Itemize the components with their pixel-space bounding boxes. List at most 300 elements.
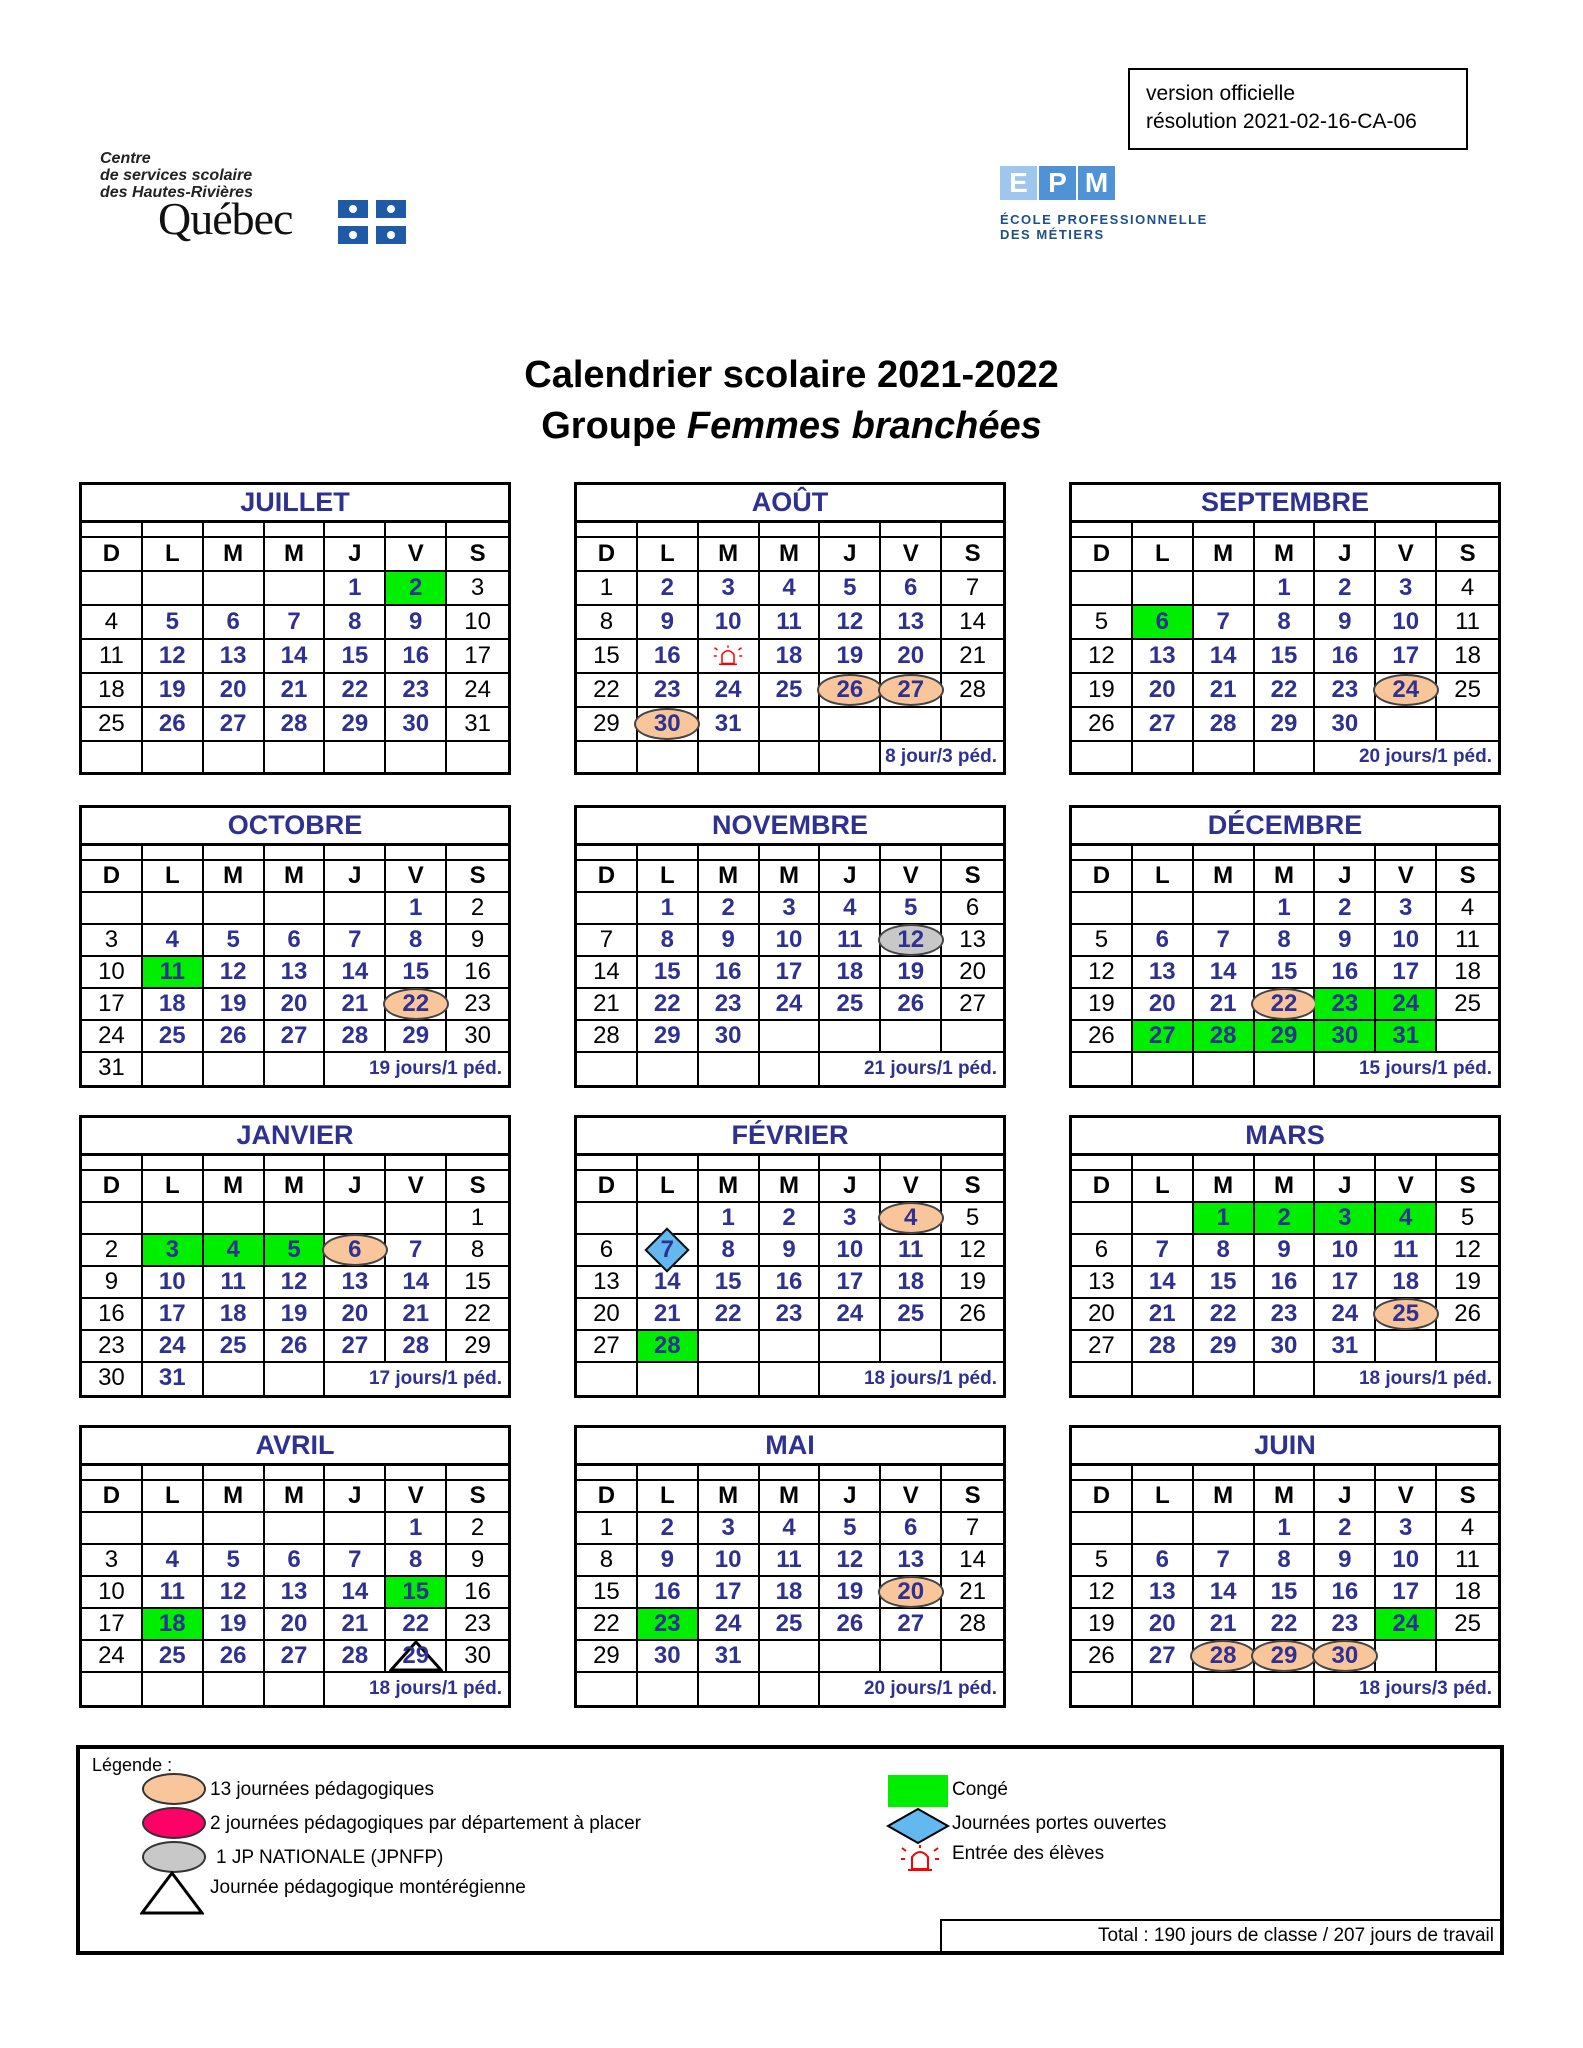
calendar-day: [1315, 1545, 1376, 1577]
calendar-day: [265, 640, 326, 674]
calendar-day: [265, 674, 326, 708]
day-number: 16: [714, 958, 742, 985]
month-summary: 17 jours/1 péd.: [365, 1363, 502, 1395]
calendar-day: [1194, 640, 1255, 674]
calendar-day: [1437, 1267, 1498, 1299]
calendar-day: [82, 674, 143, 708]
month-days: [1072, 861, 1498, 1085]
day-number: 10: [464, 608, 491, 635]
day-number: 23: [1331, 676, 1359, 703]
calendar-day: [447, 708, 508, 742]
day-number: 7: [599, 926, 614, 953]
day-number: 27: [280, 1022, 308, 1049]
calendar-day: [1376, 1299, 1437, 1331]
calendar-day: [577, 1609, 638, 1641]
csshr-line-3: des Hautes-Rivières: [100, 184, 253, 201]
day-header: J: [1315, 1481, 1376, 1513]
day-number: 9: [1277, 1236, 1291, 1263]
day-number: 9: [782, 1236, 796, 1263]
day-number: 10: [158, 1268, 186, 1295]
day-number: 22: [1270, 1610, 1298, 1637]
day-header: M: [760, 1481, 821, 1513]
calendar-day: [1072, 1641, 1133, 1673]
month-days: [577, 1481, 1003, 1705]
calendar-day: [699, 893, 760, 925]
day-number: 23: [775, 1300, 803, 1327]
csshr-line-1: Centre: [100, 150, 151, 167]
calendar-day: [1194, 674, 1255, 708]
day-number: 30: [653, 1642, 681, 1669]
month-novembre: [574, 805, 1006, 1088]
calendar-day: [447, 674, 508, 708]
day-header: V: [1376, 1171, 1437, 1203]
day-number: 4: [904, 1204, 918, 1231]
day-number: 3: [104, 926, 119, 953]
day-number: 24: [1331, 1300, 1359, 1327]
day-number: 14: [959, 1546, 986, 1573]
day-number: 30: [402, 710, 430, 737]
subtitle-group: Femmes branchées: [686, 405, 1042, 447]
day-number: 29: [402, 1022, 430, 1049]
day-number: 7: [409, 1236, 423, 1263]
day-number: 15: [402, 958, 430, 985]
day-number: 26: [1088, 1022, 1115, 1049]
day-number: 26: [158, 710, 186, 737]
calendar-day: [820, 572, 881, 606]
day-number: 28: [959, 1610, 986, 1637]
calendar-day: [699, 1577, 760, 1609]
calendar-day: [447, 1609, 508, 1641]
conge-marker-icon: [888, 1775, 948, 1807]
day-number: 16: [775, 1268, 803, 1295]
day-header: J: [1315, 1171, 1376, 1203]
calendar-day: [638, 1545, 699, 1577]
total-days: Total : 190 jours de classe / 207 jours de travail: [940, 1919, 1500, 1951]
calendar-day: [204, 1021, 265, 1053]
empty-day: [881, 1331, 942, 1363]
calendar-day: [265, 1299, 326, 1331]
day-header: S: [447, 1481, 508, 1513]
empty-day: [265, 1053, 326, 1085]
empty-day: [760, 708, 821, 742]
calendar-day: [760, 1299, 821, 1331]
month-juillet: [79, 482, 511, 775]
empty-day: [1255, 1673, 1316, 1705]
calendar-day: [760, 1203, 821, 1235]
empty-day: [1255, 1053, 1316, 1085]
day-number: 8: [1216, 1236, 1230, 1263]
calendar-day: [1315, 989, 1376, 1021]
calendar-day: [1376, 1021, 1437, 1053]
calendar-day: [577, 1021, 638, 1053]
calendar-day: [265, 708, 326, 742]
day-number: 23: [402, 676, 430, 703]
day-header: V: [1376, 538, 1437, 572]
day-number: 27: [341, 1332, 369, 1359]
calendar-day: [325, 1577, 386, 1609]
calendar-day: [577, 674, 638, 708]
calendar-day: [447, 1203, 508, 1235]
day-number: 14: [402, 1268, 430, 1295]
day-number: 18: [836, 958, 864, 985]
calendar-day: [82, 1053, 143, 1085]
day-number: 23: [653, 1610, 681, 1637]
month-spacer: [1072, 523, 1498, 538]
day-number: 6: [1155, 1546, 1169, 1573]
legend-nat: 1 JP NATIONALE (JPNFP): [216, 1847, 444, 1868]
calendar-day: [1437, 606, 1498, 640]
calendar-day: [820, 1235, 881, 1267]
day-number: 28: [280, 710, 308, 737]
calendar-day: [881, 1235, 942, 1267]
calendar-day: [447, 1299, 508, 1331]
day-number: 16: [653, 642, 681, 669]
day-number: 17: [836, 1268, 864, 1295]
day-number: 20: [341, 1300, 369, 1327]
day-number: 16: [1331, 1578, 1359, 1605]
month-title: AVRIL: [82, 1428, 508, 1466]
calendar-day: [1133, 925, 1194, 957]
calendar-day: [447, 925, 508, 957]
day-number: 10: [1392, 1546, 1420, 1573]
day-number: 20: [219, 676, 247, 703]
day-number: 13: [219, 642, 247, 669]
day-number: 8: [660, 926, 674, 953]
calendar-day: [1376, 572, 1437, 606]
calendar-day: [1437, 1577, 1498, 1609]
calendar-day: [204, 1267, 265, 1299]
calendar-day: [638, 1513, 699, 1545]
day-number: 13: [1148, 642, 1176, 669]
calendar-day: [265, 957, 326, 989]
month-days: [577, 1171, 1003, 1395]
day-number: 13: [593, 1268, 620, 1295]
month-title: JANVIER: [82, 1118, 508, 1156]
calendar-day: [942, 989, 1003, 1021]
calendar-day: [204, 1577, 265, 1609]
day-number: 8: [470, 1236, 485, 1263]
month-janvier: [79, 1115, 511, 1398]
day-number: 13: [280, 1578, 308, 1605]
day-number: 1: [348, 574, 362, 601]
day-number: 5: [226, 926, 240, 953]
empty-day: [760, 1641, 821, 1673]
day-number: 30: [464, 1642, 491, 1669]
calendar-day: [447, 1267, 508, 1299]
day-number: 14: [1209, 642, 1237, 669]
month-summary: 21 jours/1 péd.: [860, 1053, 997, 1085]
day-header: L: [638, 1171, 699, 1203]
day-number: 23: [1331, 1610, 1359, 1637]
empty-day: [699, 1331, 760, 1363]
day-header: L: [143, 861, 204, 893]
empty-day: [820, 742, 881, 772]
calendar-day: [143, 989, 204, 1021]
day-number: 18: [775, 1578, 803, 1605]
empty-day: [820, 1641, 881, 1673]
day-number: 4: [1460, 574, 1475, 601]
month-days: [1072, 1171, 1498, 1395]
day-header: D: [1072, 1481, 1133, 1513]
month-décembre: [1069, 805, 1501, 1088]
calendar-day: [638, 1021, 699, 1053]
calendar-day: [1376, 957, 1437, 989]
calendar-day: [1072, 1267, 1133, 1299]
day-number: 9: [1338, 1546, 1352, 1573]
calendar-day: [447, 989, 508, 1021]
day-number: 7: [1216, 608, 1230, 635]
day-number: 3: [165, 1236, 179, 1263]
empty-day: [325, 893, 386, 925]
day-number: 1: [409, 894, 423, 921]
day-header: M: [699, 861, 760, 893]
page-title: Calendrier scolaire 2021-2022: [524, 354, 1059, 396]
empty-day: [143, 742, 204, 772]
day-number: 13: [897, 1546, 925, 1573]
day-number: 18: [98, 676, 125, 703]
calendar-day: [1315, 640, 1376, 674]
calendar-day: [447, 1641, 508, 1673]
calendar-day: [1133, 606, 1194, 640]
day-number: 12: [897, 926, 925, 953]
day-number: 5: [226, 1546, 240, 1573]
month-summary: 20 jours/1 péd.: [1355, 742, 1492, 772]
day-number: 24: [1392, 990, 1420, 1017]
calendar-day: [1315, 708, 1376, 742]
day-header: L: [1133, 538, 1194, 572]
day-number: 25: [1454, 990, 1481, 1017]
quebec-flag-icon: [338, 200, 406, 244]
calendar-day: [820, 957, 881, 989]
epm-line-2: DES MÉTIERS: [1000, 227, 1105, 242]
empty-day: [1072, 1673, 1133, 1705]
day-number: 29: [464, 1332, 491, 1359]
calendar-day: [82, 989, 143, 1021]
calendar-day: [386, 606, 447, 640]
calendar-day: [760, 1513, 821, 1545]
calendar-day: [1376, 1545, 1437, 1577]
calendar-day: [325, 1641, 386, 1673]
month-octobre: [79, 805, 511, 1088]
calendar-day: [447, 640, 508, 674]
calendar-day: [881, 989, 942, 1021]
calendar-day: [942, 606, 1003, 640]
calendar-day: [265, 1545, 326, 1577]
day-header: J: [820, 1481, 881, 1513]
day-number: 17: [158, 1300, 186, 1327]
calendar-day: [820, 925, 881, 957]
calendar-day: [1133, 640, 1194, 674]
day-header: S: [1437, 1171, 1498, 1203]
month-spacer: [577, 523, 1003, 538]
jpm-triangle-icon: [140, 1871, 204, 1915]
calendar-day: [1315, 1299, 1376, 1331]
day-number: 2: [660, 1514, 674, 1541]
day-header: D: [1072, 861, 1133, 893]
day-header: V: [881, 861, 942, 893]
empty-day: [1255, 1363, 1316, 1395]
day-number: 9: [660, 1546, 674, 1573]
calendar-day: [325, 989, 386, 1021]
day-number: 13: [280, 958, 308, 985]
day-number: 18: [158, 990, 186, 1017]
day-number: 6: [1094, 1236, 1109, 1263]
calendar-day: [942, 674, 1003, 708]
day-number: 25: [219, 1332, 247, 1359]
day-number: 16: [464, 958, 491, 985]
calendar-day: [1133, 1021, 1194, 1053]
empty-day: [577, 1673, 638, 1705]
day-number: 22: [1270, 676, 1298, 703]
day-number: 22: [402, 1610, 430, 1637]
month-spacer: [82, 523, 508, 538]
day-number: 26: [959, 1300, 986, 1327]
day-number: 18: [1454, 1578, 1481, 1605]
empty-day: [82, 572, 143, 606]
calendar-day: [1194, 1577, 1255, 1609]
calendar-day: [760, 1577, 821, 1609]
calendar-day: [881, 957, 942, 989]
day-number: 27: [1148, 710, 1176, 737]
epm-letter: E: [1000, 166, 1037, 200]
calendar-day: [143, 1609, 204, 1641]
day-number: 13: [1088, 1268, 1115, 1295]
day-number: 19: [897, 958, 925, 985]
calendar-day: [386, 1299, 447, 1331]
day-number: 11: [776, 608, 802, 635]
empty-day: [942, 708, 1003, 742]
month-summary: 18 jours/3 péd.: [1355, 1673, 1492, 1705]
day-header: S: [942, 1171, 1003, 1203]
day-number: 26: [1088, 1642, 1115, 1669]
day-number: 2: [470, 894, 485, 921]
quebec-wordmark: Québec: [158, 193, 293, 244]
empty-day: [1194, 1513, 1255, 1545]
day-number: 21: [959, 1578, 986, 1605]
day-header: D: [82, 1481, 143, 1513]
month-summary: 18 jours/1 péd.: [1355, 1363, 1492, 1395]
calendar-day: [638, 957, 699, 989]
empty-day: [265, 572, 326, 606]
day-number: 6: [965, 894, 980, 921]
month-days: [82, 538, 508, 772]
calendar-day: [699, 1203, 760, 1235]
calendar-day: [143, 640, 204, 674]
calendar-day: [1437, 1545, 1498, 1577]
day-number: 29: [653, 1022, 681, 1049]
day-header: V: [1376, 861, 1437, 893]
day-number: 12: [158, 642, 186, 669]
calendar-day: [881, 1299, 942, 1331]
day-header: M: [1255, 538, 1316, 572]
day-number: 17: [1331, 1268, 1359, 1295]
nat-marker-icon: [142, 1841, 206, 1873]
calendar-day: [1437, 893, 1498, 925]
day-header: M: [265, 538, 326, 572]
day-number: 31: [714, 710, 742, 737]
day-number: 23: [1331, 990, 1359, 1017]
day-header: M: [265, 1481, 326, 1513]
day-number: 23: [653, 676, 681, 703]
day-number: 8: [721, 1236, 735, 1263]
calendar-day: [1194, 925, 1255, 957]
calendar-day: [820, 989, 881, 1021]
calendar-day: [699, 957, 760, 989]
month-title: JUIN: [1072, 1428, 1498, 1466]
day-number: 15: [464, 1268, 491, 1295]
legend-title: Légende :: [92, 1755, 173, 1775]
calendar-day: [820, 1267, 881, 1299]
calendar-day: [1437, 989, 1498, 1021]
day-number: 20: [1088, 1300, 1115, 1327]
day-number: 11: [220, 1268, 246, 1295]
calendar-day: [325, 606, 386, 640]
day-number: 1: [660, 894, 674, 921]
empty-day: [760, 1021, 821, 1053]
day-number: 31: [714, 1642, 742, 1669]
day-number: 2: [409, 574, 423, 601]
day-header: M: [265, 861, 326, 893]
calendar-day: [143, 1021, 204, 1053]
calendar-day: [386, 1641, 447, 1673]
month-février: [574, 1115, 1006, 1398]
calendar-day: [265, 1331, 326, 1363]
calendar-day: [1376, 1235, 1437, 1267]
day-number: 30: [1270, 1332, 1298, 1359]
calendar-day: [881, 1545, 942, 1577]
calendar-day: [1072, 925, 1133, 957]
calendar-day: [386, 1331, 447, 1363]
calendar-day: [638, 1577, 699, 1609]
calendar-day: [1255, 572, 1316, 606]
calendar-day: [760, 1235, 821, 1267]
day-number: 24: [98, 1642, 125, 1669]
calendar-day: [386, 893, 447, 925]
day-header: D: [577, 861, 638, 893]
calendar-day: [325, 572, 386, 606]
empty-day: [1376, 708, 1437, 742]
calendar-day: [1376, 1267, 1437, 1299]
empty-day: [577, 1363, 638, 1395]
calendar-day: [820, 1609, 881, 1641]
day-number: 31: [1392, 1022, 1420, 1049]
calendar-day: [143, 1641, 204, 1673]
calendar-day: [942, 1235, 1003, 1267]
calendar-day: [942, 640, 1003, 674]
day-number: 12: [219, 1578, 247, 1605]
day-number: 22: [1270, 990, 1298, 1017]
calendar-day: [760, 989, 821, 1021]
day-number: 22: [593, 1610, 620, 1637]
day-number: 17: [98, 990, 125, 1017]
day-number: 4: [1399, 1204, 1413, 1231]
calendar-day: [1072, 640, 1133, 674]
day-header: L: [1133, 861, 1194, 893]
calendar-day: [1315, 674, 1376, 708]
calendar-day: [143, 1363, 204, 1395]
day-number: 3: [470, 574, 485, 601]
month-summary: 20 jours/1 péd.: [860, 1673, 997, 1705]
month-title: SEPTEMBRE: [1072, 485, 1498, 523]
day-number: 6: [226, 608, 240, 635]
epm-letter: M: [1078, 166, 1115, 200]
day-number: 22: [402, 990, 430, 1017]
day-number: 16: [1270, 1268, 1298, 1295]
calendar-day: [1072, 1299, 1133, 1331]
day-number: 13: [959, 926, 986, 953]
version-line-1: version officielle: [1146, 82, 1296, 105]
calendar-day: [1315, 957, 1376, 989]
